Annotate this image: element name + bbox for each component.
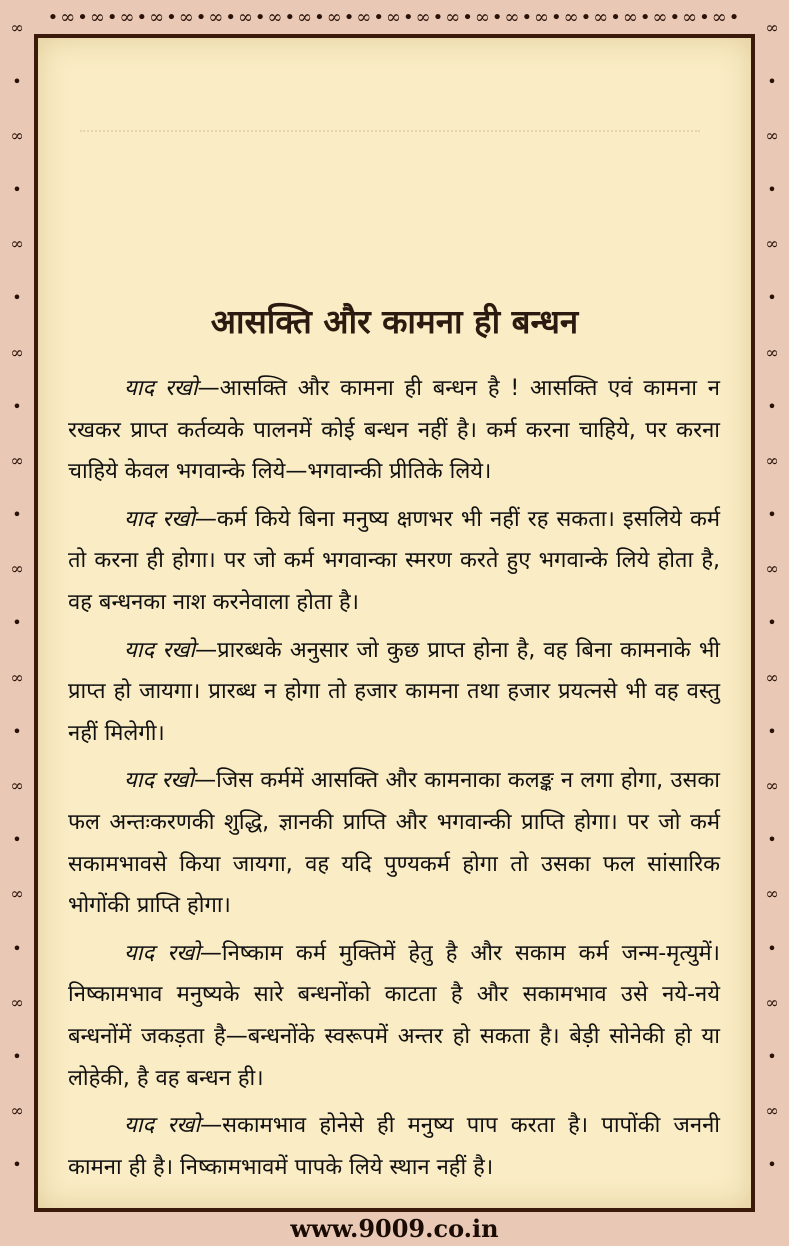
- top-ornament-border: •∞•∞•∞•∞•∞•∞•∞•∞•∞•∞•∞•∞•∞•∞•∞•∞•∞•∞•∞•∞•∞•∞•∞•: [0, 0, 789, 34]
- page-title: आसक्ति और कामना ही बन्धन: [210, 302, 579, 341]
- page-content: [68, 368, 720, 1194]
- paragraph-text: —निष्काम कर्म मुक्तिमें हेतु है और सकाम कर्म जन्म-मृत्युमें। निष्कामभाव मनुष्यके सारे बन्धनोंको काटता है और सकामभाव उसे नये-नये बन्धनोंमें जकड़ता है—बन्धनोंके स्वरूपमें अन्तर हो सकता है। बेड़ी सोनेकी हो या लोहेकी, है वह बन्धन ही।: [68, 940, 720, 1091]
- paragraph-text: —आसक्ति और कामना ही बन्धन है ! आसक्ति एवं कामना न रखकर प्राप्त कर्तव्यके पालनमें कोई बन्धन नहीं है। कर्म करना चाहिये, पर करना चाहिये केवल भगवान्के लिये—भगवान्की प्रीतिके लिये।: [68, 376, 720, 485]
- paragraph: [68, 630, 720, 755]
- bleed-through-texture: [80, 90, 700, 132]
- paragraph-lead: याद रखो: [124, 1113, 201, 1139]
- right-ornament-border: ∞ • ∞ • ∞ • ∞ • ∞ • ∞ • ∞ • ∞ • ∞ • ∞ • ∞ •: [755, 0, 789, 1246]
- paragraph: [68, 368, 720, 493]
- paragraph-lead: याद रखो: [124, 506, 195, 532]
- paragraph-text: —सकामभाव होनेसे ही मनुष्य पाप करता है। पापोंकी जननी कामना ही है। निष्कामभावमें पापके लिये स्थान नहीं है।: [68, 1113, 721, 1180]
- left-ornament-border: ∞ • ∞ • ∞ • ∞ • ∞ • ∞ • ∞ • ∞ • ∞ • ∞ • ∞ •: [0, 0, 34, 1246]
- paragraph: [68, 933, 720, 1099]
- footer-url: www.9009.co.in: [276, 1214, 512, 1243]
- paragraph: [68, 1105, 720, 1188]
- paragraph: [68, 499, 720, 624]
- paragraph: [68, 760, 720, 926]
- paragraph-lead: याद रखो: [124, 940, 200, 966]
- paragraph-lead: याद रखो: [124, 376, 198, 401]
- paragraph-text: —जिस कर्ममें आसक्ति और कामनाका कलङ्क न लगा होगा, उसका फल अन्तःकरणकी शुद्धि, ज्ञानकी प्राप्ति और भगवान्की प्राप्ति होगा। पर जो कर्म सकामभावसे किया जायगा, वह यदि पुण्यकर्म होगा तो उसका फल सांसारिक भोगोंकी प्राप्ति होगा।: [68, 768, 720, 919]
- footer-watermark: [0, 1212, 789, 1246]
- paragraph-lead: याद रखो: [124, 768, 195, 794]
- paragraph-text: —कर्म किये बिना मनुष्य क्षणभर भी नहीं रह सकता। इसलिये कर्म तो करना ही होगा। पर जो कर्म भगवान्का स्मरण करते हुए भगवान्के लिये होता है, वह बन्धनका नाश करनेवाला होता है।: [68, 506, 720, 615]
- paragraph-text: —प्रारब्धके अनुसार जो कुछ प्राप्त होना है, वह बिना कामनाके भी प्राप्त हो जायगा। प्रारब्ध न होगा तो हजार कामना तथा हजार प्रयत्नसे भी वह वस्तु नहीं मिलेगी।: [68, 637, 721, 746]
- paragraph-lead: याद रखो: [124, 637, 196, 663]
